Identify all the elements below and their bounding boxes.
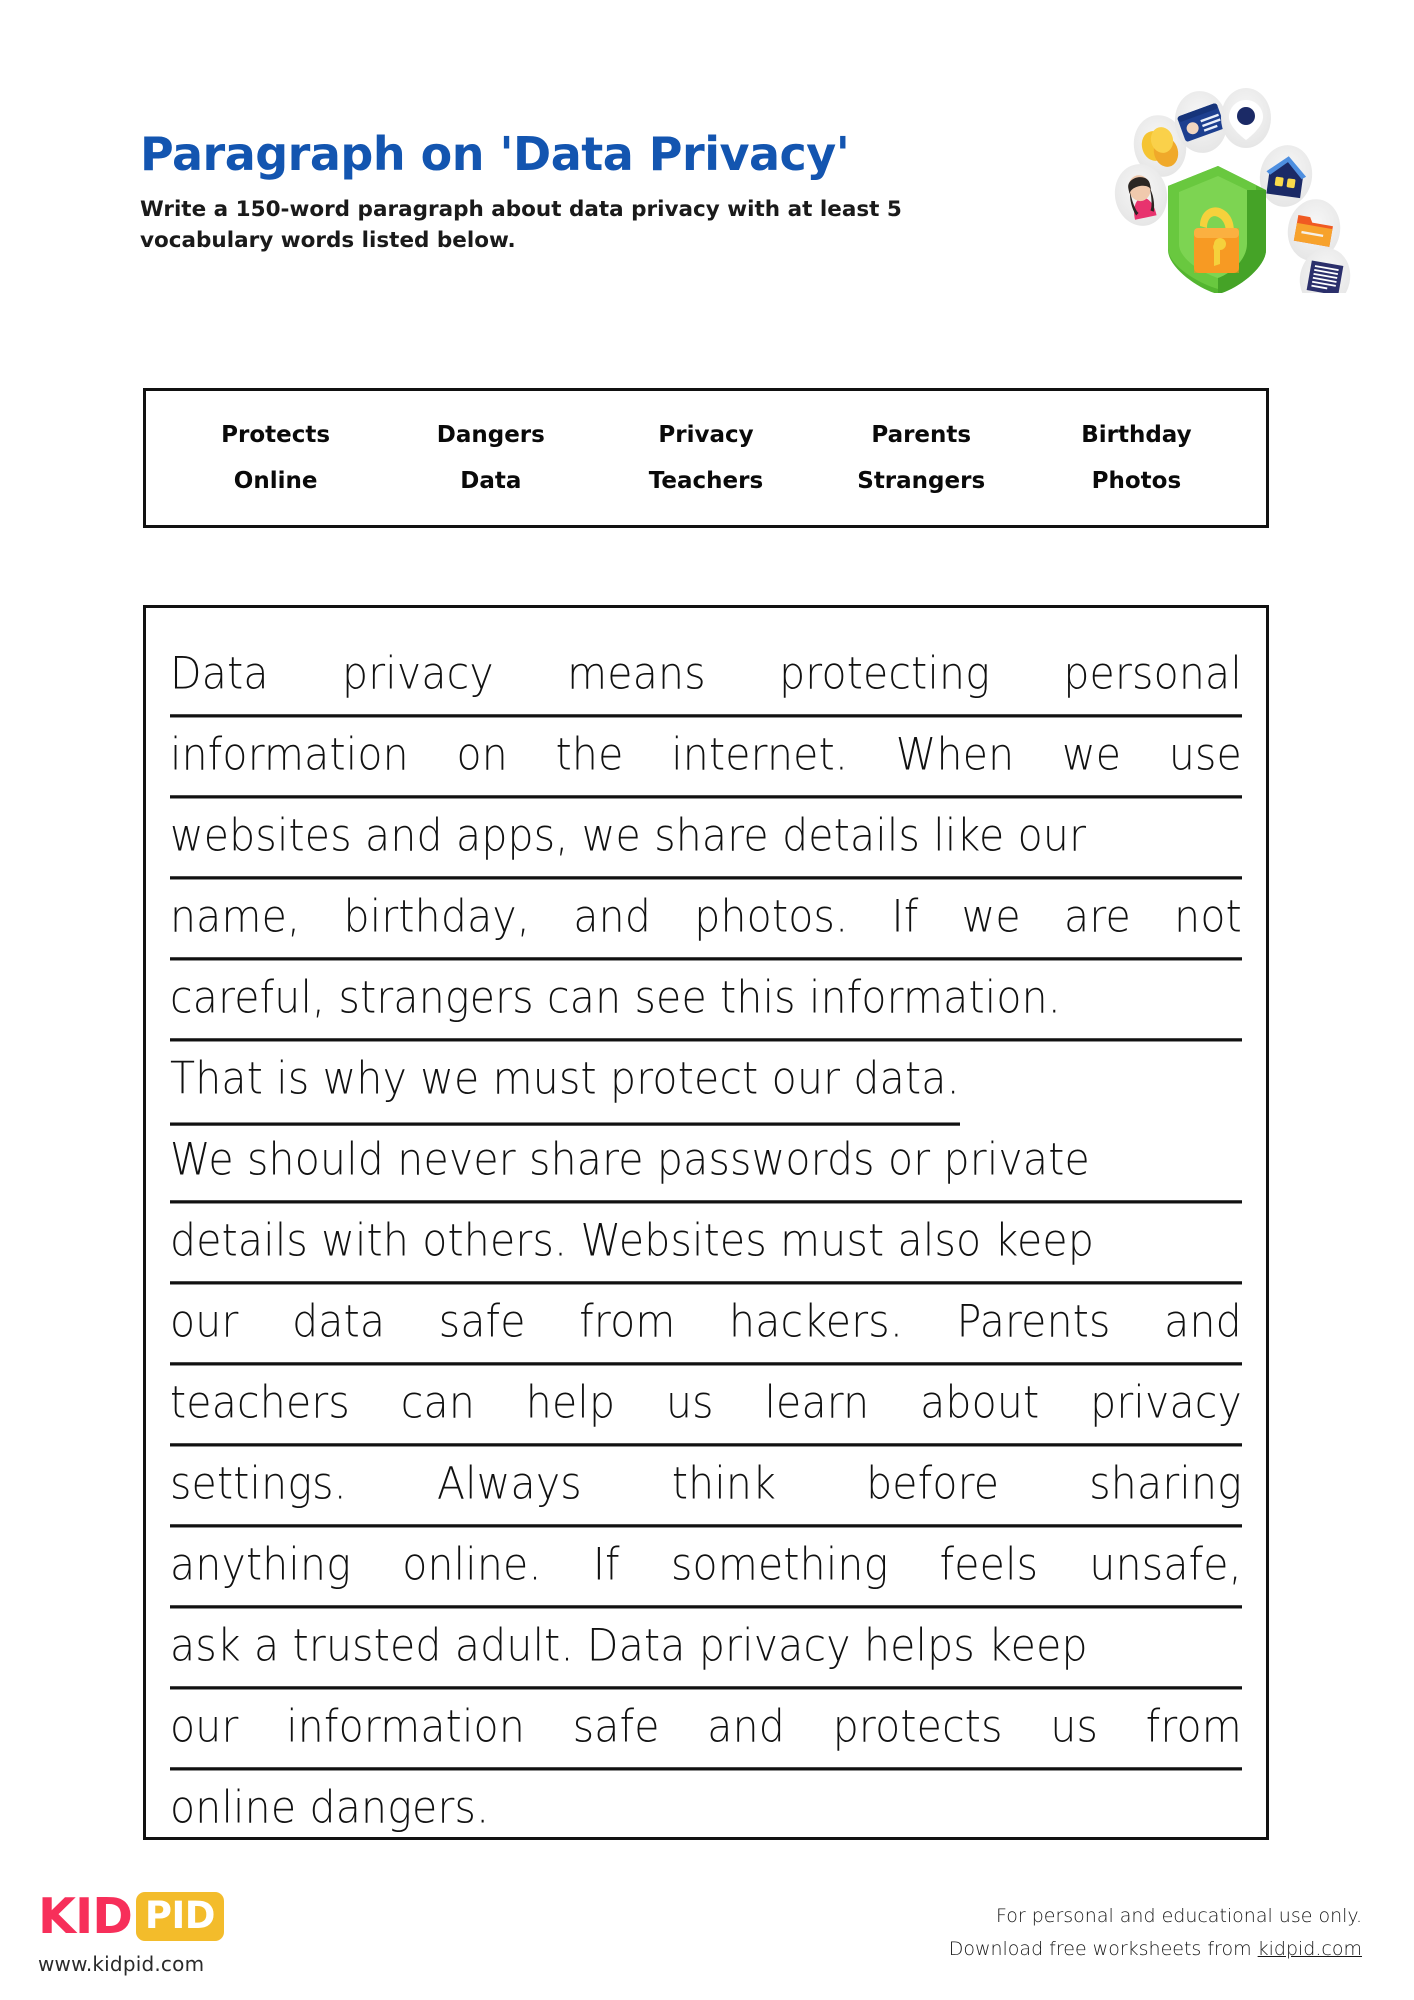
answer-line xyxy=(170,1521,1242,1608)
answer-word: something xyxy=(670,1538,889,1591)
data-privacy-shield-illustration xyxy=(1106,78,1356,293)
answer-word: online. xyxy=(402,1538,542,1591)
answer-word: data xyxy=(292,1295,386,1348)
vocabulary-word: Birthday xyxy=(1081,422,1192,448)
answer-word: we xyxy=(1061,728,1122,781)
answer-line xyxy=(170,1359,1242,1446)
answer-word: internet. xyxy=(671,728,849,781)
footer-download-note xyxy=(949,1933,1362,1966)
answer-word: use xyxy=(1168,728,1242,781)
answer-word: feels xyxy=(939,1538,1039,1591)
answer-line: ask a trusted adult. Data privacy helps keep xyxy=(170,1602,1242,1689)
vocabulary-word: Protects xyxy=(221,422,331,448)
vocabulary-word: Teachers xyxy=(648,468,764,494)
vocabulary-word: Photos xyxy=(1091,468,1182,494)
answer-line xyxy=(170,1440,1242,1527)
vocabulary-row xyxy=(168,468,1244,494)
location-pin-icon xyxy=(1221,88,1271,148)
answer-line xyxy=(170,1683,1242,1770)
vocabulary-row xyxy=(168,422,1244,448)
answer-word: personal xyxy=(1063,647,1242,700)
answer-word: safe xyxy=(438,1295,526,1348)
logo-kid-text: KID xyxy=(38,1887,132,1945)
answer-word: photos. xyxy=(694,890,849,943)
answer-word: settings. xyxy=(170,1457,347,1510)
answer-line xyxy=(170,630,1242,717)
answer-word: and xyxy=(573,890,652,943)
logo-pid-text: PID xyxy=(136,1892,224,1941)
vocabulary-word: Parents xyxy=(871,422,972,448)
vocabulary-word: Dangers xyxy=(436,422,545,448)
answer-word: us xyxy=(1050,1700,1099,1753)
answer-word: our xyxy=(170,1295,239,1348)
answer-line xyxy=(170,1035,1242,1122)
answer-word: If xyxy=(592,1538,620,1591)
answer-line xyxy=(170,1278,1242,1365)
answer-word: our xyxy=(170,1700,239,1753)
answer-word: we xyxy=(961,890,1021,943)
answer-word: from xyxy=(579,1295,676,1348)
answer-word: not xyxy=(1174,890,1242,943)
answer-word: hackers. xyxy=(729,1295,904,1348)
answer-word: and xyxy=(707,1700,786,1753)
answer-word: means xyxy=(567,647,706,700)
answer-word: birthday, xyxy=(343,890,531,943)
answer-word: information xyxy=(286,1700,526,1753)
kidpid-logo xyxy=(38,1888,224,1976)
answer-line: websites and apps, we share details like our xyxy=(170,792,1242,879)
paragraph-answer-area[interactable] xyxy=(143,605,1269,1840)
answer-line xyxy=(170,873,1242,960)
vocabulary-word: Data xyxy=(460,468,522,494)
answer-word: teachers xyxy=(170,1376,350,1429)
answer-word: sharing xyxy=(1089,1457,1242,1510)
answer-word: protects xyxy=(832,1700,1003,1753)
answer-word: can xyxy=(400,1376,476,1429)
answer-word: anything xyxy=(170,1538,352,1591)
answer-word: Always xyxy=(436,1457,582,1510)
answer-line xyxy=(170,1764,1242,1840)
answer-word: privacy xyxy=(341,647,494,700)
page-footer xyxy=(0,1850,1414,2000)
answer-word: When xyxy=(895,728,1015,781)
answer-word: about xyxy=(920,1376,1040,1429)
footer-notes xyxy=(949,1900,1362,1967)
answer-word: before xyxy=(866,1457,1000,1510)
answer-word: name, xyxy=(170,890,301,943)
answer-line-text: That is why we must protect our data. xyxy=(170,1035,960,1126)
answer-word: information xyxy=(170,728,409,781)
vocabulary-word: Strangers xyxy=(857,468,986,494)
logo-website-url: www.kidpid.com xyxy=(38,1952,205,1976)
footer-download-prefix: Download free worksheets from xyxy=(948,1937,1258,1960)
answer-line: We should never share passwords or private xyxy=(170,1116,1242,1203)
answer-word: think xyxy=(671,1457,777,1510)
answer-word: safe xyxy=(572,1700,660,1753)
instructions-text: Write a 150-word paragraph about data privacy with at least 5 vocabulary words listed below. xyxy=(140,197,902,254)
answer-word: from xyxy=(1145,1700,1242,1753)
kidpid-link[interactable]: kidpid.com xyxy=(1257,1937,1362,1960)
logo-mark xyxy=(38,1888,224,1944)
answer-word: us xyxy=(665,1376,714,1429)
answer-word: protecting xyxy=(779,647,991,700)
answer-word: are xyxy=(1064,890,1131,943)
answer-word: the xyxy=(555,728,624,781)
answer-word: If xyxy=(891,890,919,943)
worksheet-header xyxy=(140,127,930,257)
answer-line-text: online dangers. xyxy=(170,1764,489,1840)
answer-word: Data xyxy=(170,647,269,700)
vocabulary-word: Online xyxy=(233,468,318,494)
answer-line xyxy=(170,711,1242,798)
answer-word: privacy xyxy=(1090,1376,1242,1429)
answer-word: unsafe, xyxy=(1089,1538,1242,1591)
footer-usage-note: For personal and educational use only. xyxy=(995,1904,1362,1927)
vocabulary-word-bank xyxy=(143,388,1269,528)
answer-word: learn xyxy=(764,1376,870,1429)
answer-line: details with others. Websites must also keep xyxy=(170,1197,1242,1284)
vocabulary-word: Privacy xyxy=(658,422,754,448)
page-title: Paragraph on 'Data Privacy' xyxy=(140,127,850,181)
answer-word: on xyxy=(456,728,508,781)
answer-word: help xyxy=(525,1376,616,1429)
answer-word: and xyxy=(1164,1295,1242,1348)
answer-line: careful, strangers can see this information. xyxy=(170,954,1242,1041)
answer-word: Parents xyxy=(956,1295,1111,1348)
